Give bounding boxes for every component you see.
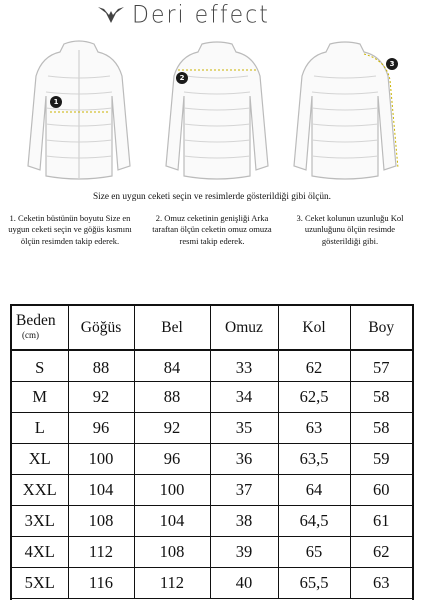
table-row [12,350,412,381]
table-row [12,474,412,505]
cell-shoulder: 33 [210,350,278,381]
cell-chest: 100 [68,443,134,474]
table-row [12,381,412,412]
cell-sleeve: 62,5 [278,381,350,412]
cell-length: 62 [350,536,412,567]
marker-1: 1 [50,96,62,108]
cell-size: 4XL [12,536,68,567]
cell-sleeve: 62 [278,350,350,381]
cell-sleeve: 63,5 [278,443,350,474]
header-chest: Göğüs [68,306,134,350]
intro-text: Size en uygun ceketi seçin ve resimlerde gösterildiği gibi ölçün. [92,192,332,202]
cell-size: 3XL [12,505,68,536]
cell-length: 61 [350,505,412,536]
cell-shoulder: 35 [210,412,278,443]
marker-3: 3 [386,58,398,70]
cell-chest: 112 [68,536,134,567]
cell-length: 63 [350,567,412,598]
jacket-front-illustration [24,36,134,186]
table-row [12,443,412,474]
marker-2: 2 [176,72,188,84]
cell-chest: 96 [68,412,134,443]
header-shoulder: Omuz [210,306,278,350]
size-table [12,306,412,599]
eagle-logo-icon [96,3,126,27]
table-row [12,536,412,567]
brand-logo [96,0,336,30]
cell-waist: 100 [134,474,210,505]
cell-waist: 84 [134,350,210,381]
jacket-back-illustration [162,36,272,186]
cell-shoulder: 36 [210,443,278,474]
cell-chest: 92 [68,381,134,412]
cell-sleeve: 63 [278,412,350,443]
cell-chest: 108 [68,505,134,536]
table-header-row [12,306,412,350]
cell-shoulder: 38 [210,505,278,536]
cell-size: XXL [12,474,68,505]
jacket-sleeve-illustration [290,36,400,186]
cell-waist: 108 [134,536,210,567]
step-3-text: 3. Ceket kolunun uzunluğu Kol uzunluğunu ölçün resimde gösterildiği gibi. [296,213,404,246]
header-unit: (cm) [22,329,39,340]
cell-shoulder: 34 [210,381,278,412]
cell-waist: 88 [134,381,210,412]
cell-size: S [12,350,68,381]
size-chart [10,304,414,600]
cell-waist: 96 [134,443,210,474]
cell-sleeve: 64,5 [278,505,350,536]
step-2-text: 2. Omuz ceketinin genişliği Arka taraftan ölçün ceketin omuz omuza resmi takip ederek. [152,213,272,246]
cell-shoulder: 39 [210,536,278,567]
cell-waist: 104 [134,505,210,536]
table-row [12,567,412,598]
table-row [12,505,412,536]
cell-length: 58 [350,381,412,412]
cell-chest: 88 [68,350,134,381]
cell-length: 59 [350,443,412,474]
table-row [12,412,412,443]
cell-sleeve: 64 [278,474,350,505]
cell-length: 57 [350,350,412,381]
brand-name: Deri effect [132,1,270,29]
cell-size: 5XL [12,567,68,598]
cell-size: XL [12,443,68,474]
cell-size: L [12,412,68,443]
cell-shoulder: 37 [210,474,278,505]
cell-length: 58 [350,412,412,443]
cell-size: M [12,381,68,412]
header-size [12,306,68,350]
cell-waist: 92 [134,412,210,443]
cell-length: 60 [350,474,412,505]
cell-shoulder: 40 [210,567,278,598]
cell-chest: 116 [68,567,134,598]
cell-chest: 104 [68,474,134,505]
cell-sleeve: 65,5 [278,567,350,598]
cell-sleeve: 65 [278,536,350,567]
step-1-text: 1. Ceketin büstünün boyutu Size en uygun ceketi seçin ve göğüs kısmını ölçün resimden takip ederek. [8,213,132,246]
header-size-label: Beden [16,311,56,329]
jacket-illustrations [20,36,412,186]
header-sleeve: Kol [278,306,350,350]
header-length: Boy [350,306,412,350]
header-waist: Bel [134,306,210,350]
cell-waist: 112 [134,567,210,598]
